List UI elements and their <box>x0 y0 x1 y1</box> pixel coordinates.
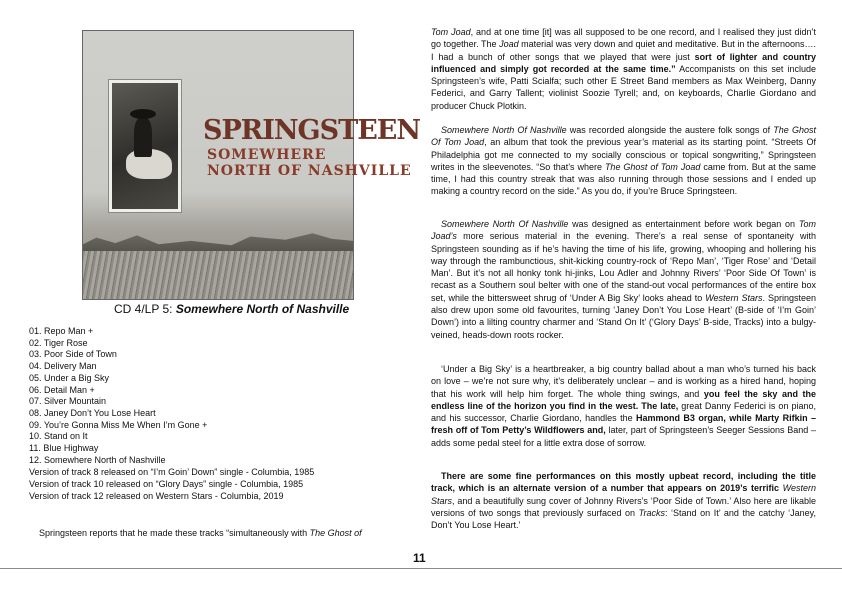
album-cover-image <box>82 30 421 300</box>
text-run: was recorded alongside the austere folk songs of <box>566 125 774 135</box>
italic-title: Tom Joad <box>431 27 471 37</box>
cover-subtitle-line2: NORTH OF NASHVILLE <box>207 163 412 179</box>
paragraph-3 <box>431 218 816 341</box>
album-caption <box>114 302 349 316</box>
text-run: , and at one time [it] was all supposed to be one record, and I realised they just didn’t go together. The <box>431 27 816 50</box>
release-note: Version of track 8 released on “I’m Goin’ Down” single - Columbia, 1985 <box>29 467 315 477</box>
text-run: Springsteen reports that he made these tracks “simultaneously with <box>39 528 310 538</box>
italic-title: Joad <box>499 39 519 50</box>
release-note: Version of track 12 released on Western Stars - Columbia, 2019 <box>29 491 284 501</box>
track-item: 05. Under a Big Sky <box>29 372 110 383</box>
italic-title: The Ghost of Tom Joad <box>604 161 701 172</box>
text-run: material was very down and quiet and meditative. But in the afternoons…. I had a bunch of other songs that we played that were just <box>431 39 816 62</box>
track-item: 12. Somewhere North of Nashville <box>29 454 166 465</box>
text-run: great Danny Federici is on piano, and his successor, Charlie Giordano, handles the <box>431 400 816 424</box>
italic-title: The Ghost Of Tom Joad <box>431 125 816 148</box>
italic-title: Somewhere North Of Nashville <box>441 219 569 229</box>
track-item: 11. Blue Highway <box>29 443 99 454</box>
text-run: , an album that took the previous year’s material as its starting point. “Streets Of Philadelphia got me connected to my socially conscious or topical songwriting,” Springsteen writes in the sleevenotes. “So that’s where <box>431 137 816 172</box>
intro-paragraph <box>29 527 411 539</box>
cowboy-photo <box>109 80 181 212</box>
release-notes <box>29 466 314 502</box>
text-run: Accompanists on this set include Springsteen’s wife, Patti Scialfa; such other E Street Band members as Max Weinberg, Danny Federici, and Garry Tallent; violinist Soozie Tyrell; and, on keyboards, Charlie Giordano and producer Chuck Plotkin. <box>431 63 816 111</box>
field-landscape <box>83 251 353 299</box>
emphasis-run: There are some fine performances on this mostly upbeat record, including the title track, which is an alternate version of a number that appears on 2019’s terrific <box>431 471 816 494</box>
caption-album-title: Somewhere North of Nashville <box>175 302 350 316</box>
release-note: Version of track 10 released on “Glory Days” single - Columbia, 1985 <box>29 479 304 489</box>
emphasis-run: sort of lighter and country influenced and simply got recorded at the same time.” <box>431 51 816 74</box>
tree-line <box>83 231 353 253</box>
italic-title: Western Stars <box>431 483 816 506</box>
track-item: 06. Detail Man + <box>29 384 95 395</box>
italic-title: Western Stars <box>705 292 763 303</box>
page-number: 11 <box>413 551 426 565</box>
track-item: 09. You’re Gonna Miss Me When I’m Gone + <box>29 419 208 430</box>
left-column <box>29 0 421 568</box>
track-item: 03. Poor Side of Town <box>29 349 117 360</box>
cover-subtitle-line1: SOMEWHERE <box>207 147 327 163</box>
text-run: . Springsteen also drew upon some old favourites, turning ‘Janey Don’t You Lose Heart’ (B-side of ‘I’m Goin’ Down’) into a lilting country charmer and ‘Stand On It’ (‘Glory Days’ B-side, Tracks) into a bulgy-veined, heads-down roots rocker. <box>431 292 817 340</box>
track-list <box>29 326 207 466</box>
paragraph-5 <box>431 470 816 531</box>
text-run: was designed as entertainment before work began on <box>568 219 799 229</box>
italic-title: Somewhere North Of Nashville <box>441 125 567 135</box>
emphasis-run: Hammond B3 organ, while Marty Rifkin – fresh off of Tom Petty’s Wildflowers and, <box>431 413 816 436</box>
text-run: ‘Under a Big Sky’ is a heartbreaker, a big country ballad about a man who’s turned his back on love – we’re not sure why, it’s deliberately unclear – and is working as a hired hand, hoping that his work will help him forget. The whole thing swings, and <box>431 364 816 399</box>
track-item: 02. Tiger Rose <box>29 337 88 348</box>
track-item: 07. Silver Mountain <box>29 396 107 407</box>
track-item: 08. Janey Don’t You Lose Heart <box>29 407 156 418</box>
track-item: 04. Delivery Man <box>29 361 97 372</box>
text-run: , and a beautifully sung cover of Johnny Rivers’s ‘Poor Side of Town.’ Also here are likable versions of two songs that previously surfaced on <box>431 495 816 518</box>
text-run: came from. But at the same time, I had this country streak that was also running through those sessions and I ended up making a country record on the side.” As you do, if you’re Bruce Springsteen. <box>431 161 817 197</box>
track-item: 10. Stand on It <box>29 431 88 442</box>
paragraph-4 <box>431 363 816 449</box>
text-run: later, part of Springsteen’s Seeger Sessions Band – adds some pedal steel for a little extra dose of sorrow. <box>431 425 816 448</box>
track-item: 01. Repo Man + <box>29 326 94 336</box>
cover-artist-name: SPRINGSTEEN <box>203 115 421 146</box>
text-run: more serious material in the evening. There’s a real sense of spontaneity with Springsteen sounding as if he’s having the time of his life, growing, whooping and hollering his way through the rambunctious, shit-kicking country-rock of ‘Repo Man’, ‘Tiger Rose’ and ‘Detail Man’. But it’s not all honky tonk hi-jinks, Lou Adler and Johnny Rivers’ ‘Poor Side Of Town’ is recast as a Southern soul belter with one of the stand-out vocal performances of the entire box set, while the bittersweet shrug of ‘Under A Big Sky’ looks ahead to <box>431 231 816 303</box>
italic-title: Tom Joad’s <box>431 219 816 242</box>
paragraph-2 <box>431 124 816 198</box>
italic-title: The Ghost of <box>309 528 362 538</box>
right-column <box>431 0 816 568</box>
emphasis-run: you feel the sky and the endless line of the horizon you find in the west. The late, <box>431 388 816 411</box>
text-run: : ‘Stand on It’ and the catchy ‘Janey, Don’t You Lose Heart.’ <box>431 507 817 531</box>
paragraph-1 <box>431 26 816 112</box>
italic-title: Tracks <box>638 507 665 518</box>
hat-shape <box>130 109 156 119</box>
caption-prefix: CD 4/LP 5: <box>114 302 176 316</box>
rider-shape <box>134 117 152 157</box>
